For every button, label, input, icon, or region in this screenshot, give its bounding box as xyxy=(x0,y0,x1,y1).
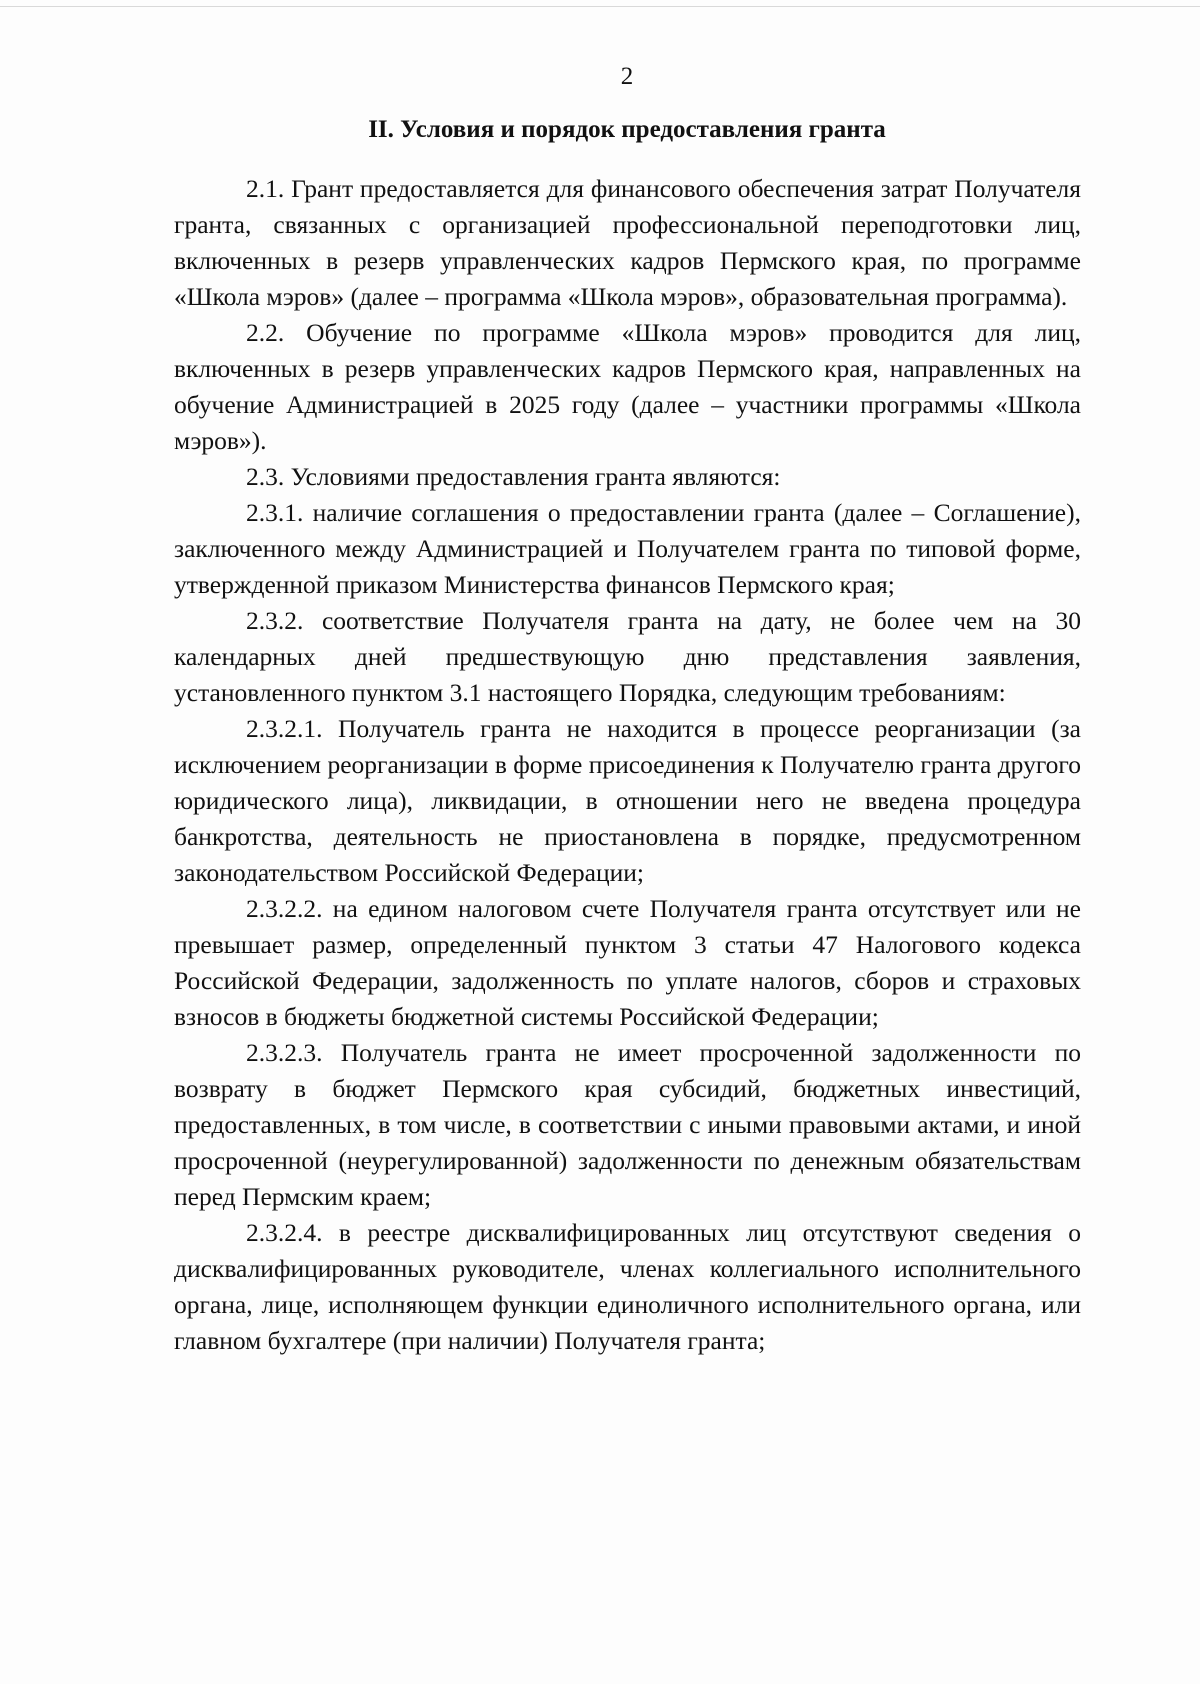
paragraph-2-3-2-1: 2.3.2.1. Получатель гранта не находится в процессе реорганизации (за исключением реорганизации в форме присоединения к Получателю гранта другого юридического лица), ликвидации, в отношении него не введена процедура банкротства, деятельность не приостановлена в порядке, предусмотренном законодательством Российской Федерации; xyxy=(174,714,1081,887)
paragraph-2-3-2-4: 2.3.2.4. в реестре дисквалифицированных лиц отсутствуют сведения о дисквалифицированных руководителе, членах коллегиального исполнительного органа, лице, исполняющем функции единоличного исполнительного органа, или главном бухгалтере (при наличии) Получателя гранта; xyxy=(174,1218,1081,1355)
paragraph-2-3-2-2: 2.3.2.2. на едином налоговом счете Получателя гранта отсутствует или не превышает размер, определенный пунктом 3 статьи 47 Налогового кодекса Российской Федерации, задолженность по уплате налогов, сборов и страховых взносов в бюджеты бюджетной системы Российской Федерации; xyxy=(174,894,1081,1031)
paragraph-2-3: 2.3. Условиями предоставления гранта являются: xyxy=(246,462,781,491)
scan-edge-line xyxy=(0,6,1200,7)
paragraph-2-1: 2.1. Грант предоставляется для финансового обеспечения затрат Получателя гранта, связанных с организацией профессиональной переподготовки лиц, включенных в резерв управленческих кадров Пермского края, по программе «Школа мэров» (далее – программа «Школа мэров», образовательная программа). xyxy=(174,174,1081,311)
paragraph-2-3-1: 2.3.1. наличие соглашения о предоставлении гранта (далее – Соглашение), заключенного между Администрацией и Получателем гранта по типовой форме, утвержденной приказом Министерства финансов Пермского края; xyxy=(174,498,1081,599)
section-heading: II. Условия и порядок предоставления гранта xyxy=(368,116,886,143)
paragraph-2-3-2: 2.3.2. соответствие Получателя гранта на дату, не более чем на 30 календарных дней предшествующую дню представления заявления, установленного пунктом 3.1 настоящего Порядка, следующим требованиям: xyxy=(174,606,1081,707)
paragraph-2-3-2-3: 2.3.2.3. Получатель гранта не имеет просроченной задолженности по возврату в бюджет Пермского края субсидий, бюджетных инвестиций, предоставленных, в том числе, в соответствии с иными правовыми актами, и иной просроченной (неурегулированной) задолженности по денежным обязательствам перед Пермским краем; xyxy=(174,1038,1081,1211)
page-number: 2 xyxy=(620,63,634,90)
paragraph-2-2: 2.2. Обучение по программе «Школа мэров» проводится для лиц, включенных в резерв управленческих кадров Пермского края, направленных на обучение Администрацией в 2025 году (далее – участники программы «Школа мэров»). xyxy=(174,318,1081,455)
document-body xyxy=(174,171,1081,1359)
